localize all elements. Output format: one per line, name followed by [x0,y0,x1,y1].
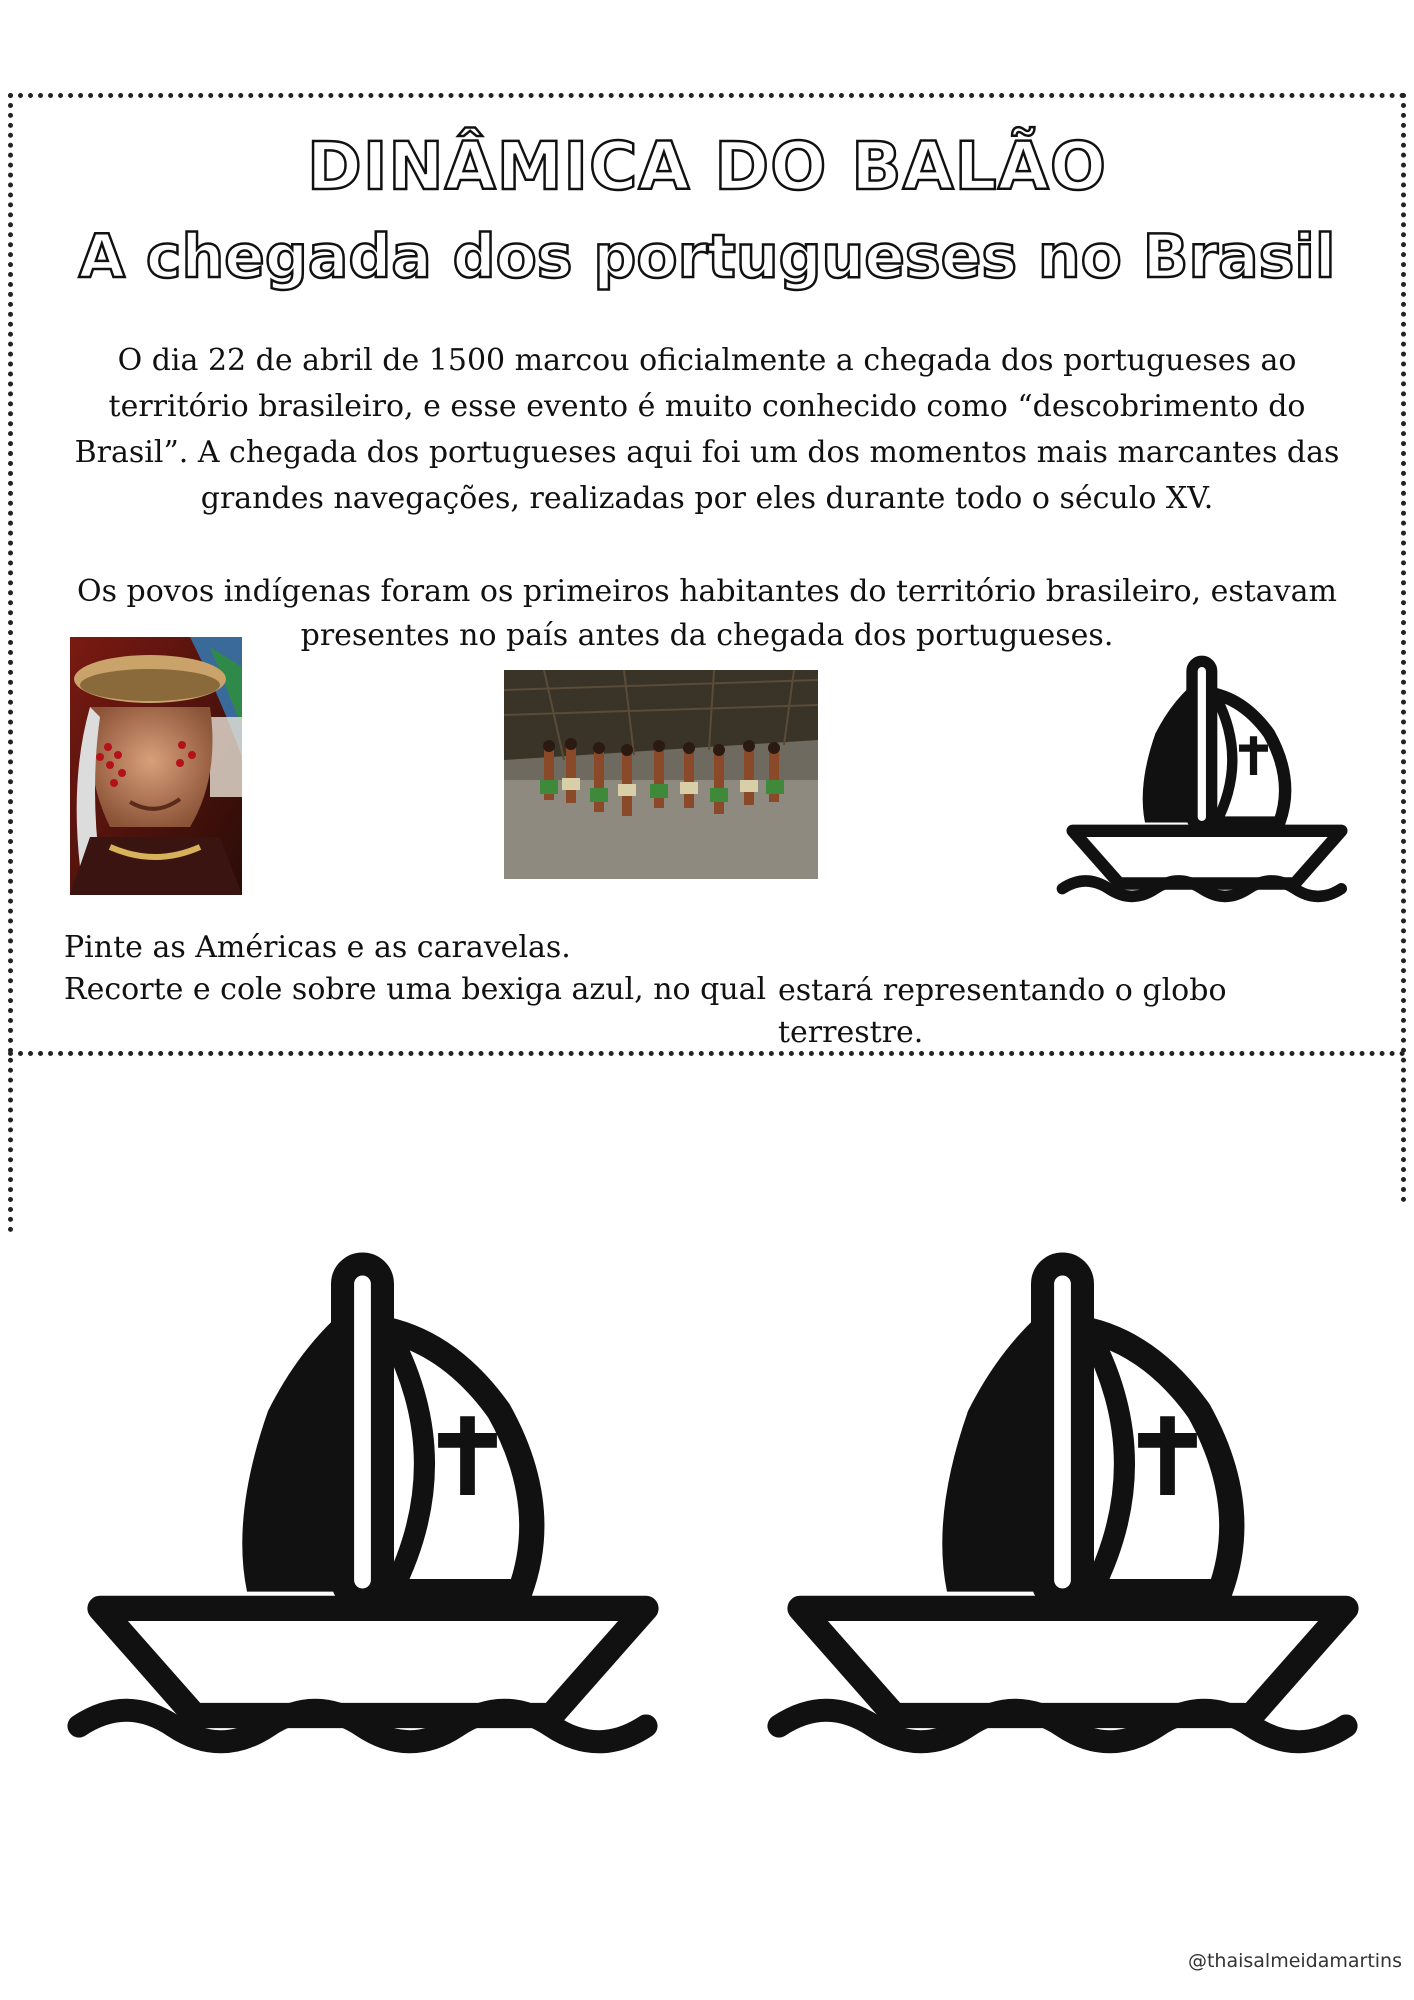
indigenous-dance-photo [504,670,818,879]
indigenous-elder-photo [70,637,242,895]
instruction-paint: Pinte as Américas e as caravelas. [64,930,571,965]
page-subtitle: A chegada dos portugueses no Brasil [78,222,1336,292]
cut-line-top [8,93,1406,98]
indigenous-paragraph: Os povos indígenas foram os primeiros habitantes do território brasileiro, estavam presentes no país antes da chegada dos portugueses. [77,574,1337,653]
instruction-cut-part1: Recorte e cole sobre uma bexiga azul, no qual [64,972,767,1007]
caravel-icon [1052,630,1362,920]
instruction-cut-part2: estará representando o globo terrestre. [778,973,1227,1050]
author-credit: @thaisalmeidamartins [1187,1950,1402,1972]
caravel-cutout-right-icon [758,1200,1388,1790]
caravel-cutout-left-icon [58,1200,688,1790]
page-title: DINÂMICA DO BALÃO [307,128,1107,205]
intro-paragraph: O dia 22 de abril de 1500 marcou oficialmente a chegada dos portugueses ao território brasileiro, e esse evento é muito conhecido como “descobrimento do Brasil”. A chegada dos portugueses aqui foi um dos momentos mais marcantes das grandes navegações, realizadas por eles durante todo o século XV. [74,343,1340,516]
